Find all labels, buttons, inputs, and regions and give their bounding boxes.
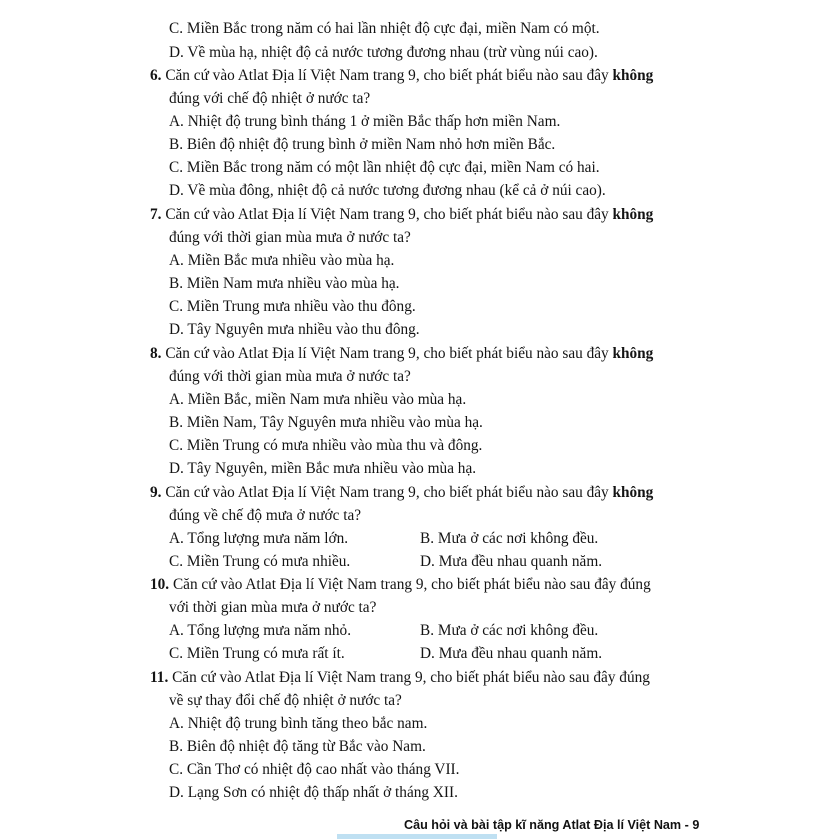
q10-option-d: D. Mưa đều nhau quanh năm. — [420, 645, 603, 662]
q7-option-a: A. Miền Bắc mưa nhiều vào mùa hạ. — [169, 252, 395, 269]
q10-option-b: B. Mưa ở các nơi không đều. — [420, 622, 599, 639]
q7-stem-emphasis: không — [612, 206, 654, 223]
q11-option-d: D. Lạng Sơn có nhiệt độ thấp nhất ở tháng XII. — [169, 784, 458, 801]
q6-stem-text: Căn cứ vào Atlat Địa lí Việt Nam trang 9, cho biết phát biểu nào sau đây — [165, 67, 609, 84]
q5-option-c: C. Miền Bắc trong năm có hai lần nhiệt độ cực đại, miền Nam có một. — [169, 20, 600, 37]
q10-stem-cont: với thời gian mùa mưa ở nước ta? — [169, 599, 377, 616]
q6-option-a: A. Nhiệt độ trung bình tháng 1 ở miền Bắc thấp hơn miền Nam. — [169, 113, 561, 130]
q8-option-c: C. Miền Trung có mưa nhiều vào mùa thu và đông. — [169, 437, 483, 454]
q7-stem — [150, 206, 653, 224]
q9-option-a: A. Tổng lượng mưa năm lớn. — [169, 530, 349, 547]
q11-number: 11. — [150, 669, 169, 686]
q6-stem-emphasis: không — [612, 67, 654, 84]
q7-number: 7. — [150, 206, 162, 223]
q6-stem — [150, 67, 653, 85]
q8-option-b: B. Miền Nam, Tây Nguyên mưa nhiều vào mùa hạ. — [169, 414, 483, 431]
q8-option-a: A. Miền Bắc, miền Nam mưa nhiều vào mùa hạ. — [169, 391, 467, 408]
q7-option-c: C. Miền Trung mưa nhiều vào thu đông. — [169, 298, 416, 315]
q10-number: 10. — [150, 576, 170, 593]
q11-stem-text: Căn cứ vào Atlat Địa lí Việt Nam trang 9, cho biết phát biểu nào sau đây đúng — [172, 669, 650, 686]
q6-option-d: D. Về mùa đông, nhiệt độ cả nước tương đương nhau (kể cả ở núi cao). — [169, 182, 606, 199]
q8-option-d: D. Tây Nguyên, miền Bắc mưa nhiều vào mùa hạ. — [169, 460, 477, 477]
q9-stem-cont: đúng về chế độ mưa ở nước ta? — [169, 507, 362, 524]
q11-option-a: A. Nhiệt độ trung bình tăng theo bắc nam. — [169, 715, 428, 732]
q9-option-b: B. Mưa ở các nơi không đều. — [420, 530, 599, 547]
q9-number: 9. — [150, 484, 162, 501]
q10-stem-text: Căn cứ vào Atlat Địa lí Việt Nam trang 9, cho biết phát biểu nào sau đây đúng — [172, 576, 651, 593]
q8-stem-text: Căn cứ vào Atlat Địa lí Việt Nam trang 9, cho biết phát biểu nào sau đây — [165, 345, 609, 362]
q7-option-d: D. Tây Nguyên mưa nhiều vào thu đông. — [169, 321, 420, 338]
q11-stem-cont: về sự thay đổi chế độ nhiệt ở nước ta? — [169, 692, 402, 709]
q6-option-c: C. Miền Bắc trong năm có một lần nhiệt độ cực đại, miền Nam có hai. — [169, 159, 600, 176]
q6-number: 6. — [150, 67, 162, 84]
q7-option-b: B. Miền Nam mưa nhiều vào mùa hạ. — [169, 275, 400, 292]
q9-stem-emphasis: không — [612, 484, 654, 501]
q9-stem-text: Căn cứ vào Atlat Địa lí Việt Nam trang 9, cho biết phát biểu nào sau đây — [165, 484, 609, 501]
q9-option-d: D. Mưa đều nhau quanh năm. — [420, 553, 603, 570]
q10-stem — [150, 576, 651, 594]
q11-option-b: B. Biên độ nhiệt độ tăng từ Bắc vào Nam. — [169, 738, 426, 755]
q8-stem — [150, 345, 653, 363]
q8-stem-cont: đúng với thời gian mùa mưa ở nước ta? — [169, 368, 411, 385]
q9-stem — [150, 484, 653, 502]
q8-number: 8. — [150, 345, 162, 362]
q8-stem-emphasis: không — [612, 345, 654, 362]
q9-option-c: C. Miền Trung có mưa nhiều. — [169, 553, 351, 570]
q10-option-c: C. Miền Trung có mưa rất ít. — [169, 645, 345, 662]
footer-accent-bar — [337, 834, 497, 839]
q10-option-a: A. Tổng lượng mưa năm nhỏ. — [169, 622, 352, 639]
q5-option-d: D. Về mùa hạ, nhiệt độ cả nước tương đương nhau (trừ vùng núi cao). — [169, 44, 598, 61]
q11-option-c: C. Cần Thơ có nhiệt độ cao nhất vào tháng VII. — [169, 761, 460, 778]
q7-stem-cont: đúng với thời gian mùa mưa ở nước ta? — [169, 229, 411, 246]
q6-option-b: B. Biên độ nhiệt độ trung bình ở miền Nam nhỏ hơn miền Bắc. — [169, 136, 556, 153]
q6-stem-cont: đúng với chế độ nhiệt ở nước ta? — [169, 90, 371, 107]
q11-stem — [150, 669, 650, 687]
page-footer: Câu hỏi và bài tập kĩ năng Atlat Địa lí Việt Nam - 9 — [404, 818, 700, 832]
q7-stem-text: Căn cứ vào Atlat Địa lí Việt Nam trang 9, cho biết phát biểu nào sau đây — [165, 206, 609, 223]
